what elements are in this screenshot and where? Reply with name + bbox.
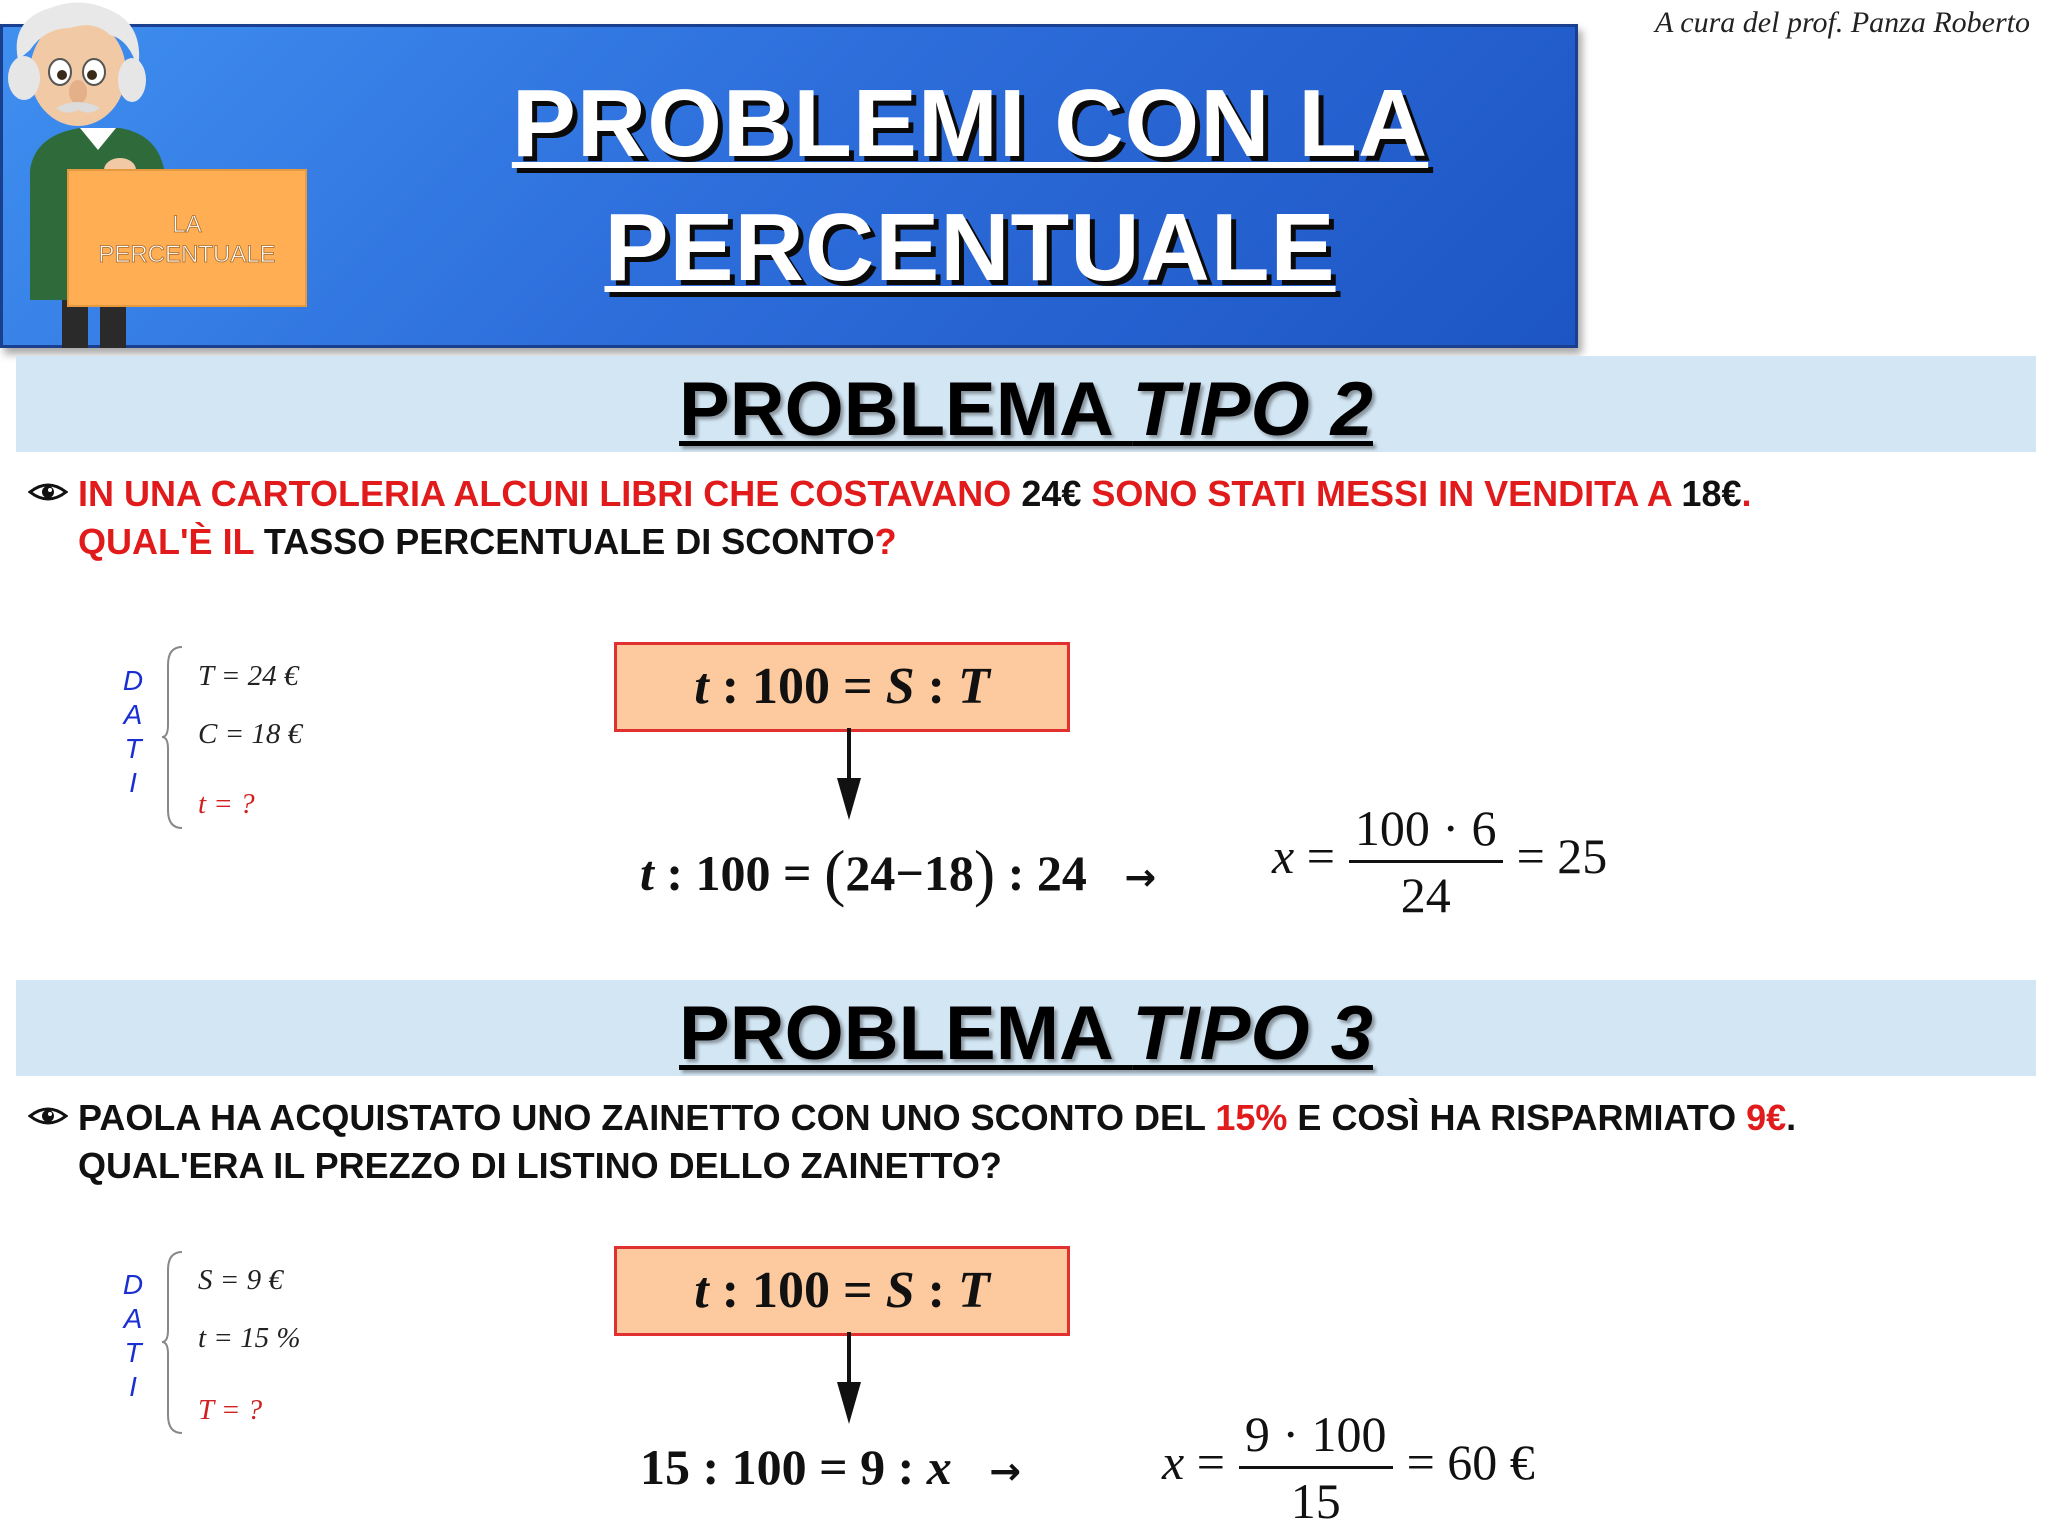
dati-letter: D	[122, 665, 144, 696]
heading-tipo: TIPO 3	[1132, 991, 1373, 1076]
result-tipo-2	[1272, 800, 1607, 923]
formula-part: : 100 =	[708, 1262, 886, 1319]
page-title	[380, 62, 1560, 310]
professor-mascot	[0, 0, 310, 350]
text-segment: E COSÌ HA RISPARMIATO	[1287, 1097, 1747, 1138]
value-15-percent: 15%	[1215, 1097, 1288, 1138]
formula-part: : 100 =	[708, 658, 886, 715]
text-segment: ?	[874, 521, 897, 562]
dati-item-rate: t = 15 %	[198, 1322, 301, 1354]
dati-label	[118, 1268, 148, 1404]
title-line-1: PROBLEMI CON LA	[511, 70, 1429, 177]
dati-letter: I	[129, 1371, 137, 1402]
eq-var-t: t	[640, 845, 654, 901]
result-tipo-3	[1162, 1406, 1535, 1529]
dati-item-savings: S = 9 €	[198, 1264, 283, 1296]
dati-item-unknown: T = ?	[198, 1394, 263, 1426]
result-value: = 25	[1516, 827, 1608, 884]
dati-letter: T	[124, 1337, 142, 1368]
result-eq: =	[1196, 1433, 1225, 1490]
text-segment: IN UNA CARTOLERIA ALCUNI LIBRI CHE COSTAVANO	[78, 473, 1022, 514]
dati-letter: I	[129, 767, 137, 798]
dati-letter: A	[123, 1303, 143, 1334]
fraction	[1239, 1406, 1393, 1529]
eq-part: : 24	[995, 845, 1087, 901]
right-arrow-icon: →	[1124, 855, 1157, 899]
down-arrow-icon	[834, 1332, 864, 1424]
text-segment: PAOLA HA ACQUISTATO UNO ZAINETTO CON UNO SCONTO DEL	[78, 1097, 1216, 1138]
formula-var-s: S	[885, 1262, 915, 1319]
eq-part: : 100 =	[653, 845, 825, 901]
result-var-x: x	[1272, 827, 1295, 884]
result-eq: =	[1306, 827, 1335, 884]
eq-part: 15 : 100 = 9 :	[640, 1439, 927, 1495]
dati-letter: A	[123, 699, 143, 730]
result-value: = 60 €	[1406, 1433, 1535, 1490]
heading-prefix: PROBLEMA	[679, 367, 1133, 452]
value-24-euro: 24€	[1021, 473, 1082, 514]
down-arrow-icon	[834, 728, 864, 820]
formula-var-t: t	[694, 1262, 709, 1319]
author-credit: A cura del prof. Panza Roberto	[1655, 6, 2030, 39]
section-title-tipo-3	[16, 986, 2036, 1082]
title-line-2: PERCENTUALE	[604, 194, 1336, 301]
formula-var-s: S	[885, 658, 915, 715]
eq-paren: (	[824, 837, 846, 908]
text-segment: .	[1741, 473, 1752, 514]
dati-label	[118, 664, 148, 800]
curly-brace-icon	[160, 1250, 186, 1435]
sign-line-2: PERCENTUALE	[98, 241, 276, 268]
text-segment: QUAL'È IL	[78, 521, 264, 562]
formula-box-tipo-3	[614, 1246, 1070, 1336]
eq-part: 18	[923, 845, 974, 901]
heading-tipo: TIPO 2	[1132, 367, 1373, 452]
eq-paren: )	[973, 837, 996, 908]
dati-letter: D	[122, 1269, 144, 1300]
formula-var-t-total: T	[957, 658, 990, 715]
formula-var-t: t	[694, 658, 709, 715]
sign-line-1: LA	[172, 211, 202, 238]
dati-item-cost: C = 18 €	[198, 718, 303, 750]
eq-part: 24	[845, 845, 896, 901]
formula-box-tipo-2	[614, 642, 1070, 732]
text-segment: .	[1786, 1097, 1797, 1138]
formula-var-t-total: T	[957, 1262, 990, 1319]
right-arrow-icon: →	[989, 1449, 1022, 1493]
eye-icon	[28, 478, 68, 506]
eq-var-x: x	[926, 1439, 952, 1495]
value-9-euro: 9€	[1746, 1097, 1787, 1138]
formula-part: :	[914, 658, 958, 715]
eq-minus: −	[895, 845, 924, 901]
text-segment: SONO STATI MESSI IN VENDITA A	[1081, 473, 1682, 514]
fraction-numerator: 9 · 100	[1239, 1406, 1393, 1469]
heading-prefix: PROBLEMA	[679, 991, 1133, 1076]
equation-tipo-2	[640, 836, 1156, 910]
dati-item-total: T = 24 €	[198, 660, 299, 692]
value-18-euro: 18€	[1681, 473, 1742, 514]
equation-tipo-3	[640, 1438, 1021, 1496]
dati-letter: T	[124, 733, 142, 764]
problem-3-statement	[28, 1094, 2028, 1190]
fraction	[1349, 800, 1503, 923]
dati-item-unknown: t = ?	[198, 788, 255, 820]
text-segment: TASSO PERCENTUALE DI SCONTO	[263, 521, 875, 562]
eye-icon	[28, 1102, 68, 1130]
section-title-tipo-2	[16, 362, 2036, 458]
curly-brace-icon	[160, 645, 186, 830]
fraction-numerator: 100 · 6	[1349, 800, 1503, 863]
result-var-x: x	[1162, 1433, 1185, 1490]
formula-part: :	[914, 1262, 958, 1319]
text-segment: QUAL'ERA IL PREZZO DI LISTINO DELLO ZAINETTO?	[78, 1145, 1002, 1186]
fraction-denominator: 15	[1290, 1473, 1341, 1529]
fraction-denominator: 24	[1400, 867, 1451, 923]
problem-2-statement	[28, 470, 2028, 566]
